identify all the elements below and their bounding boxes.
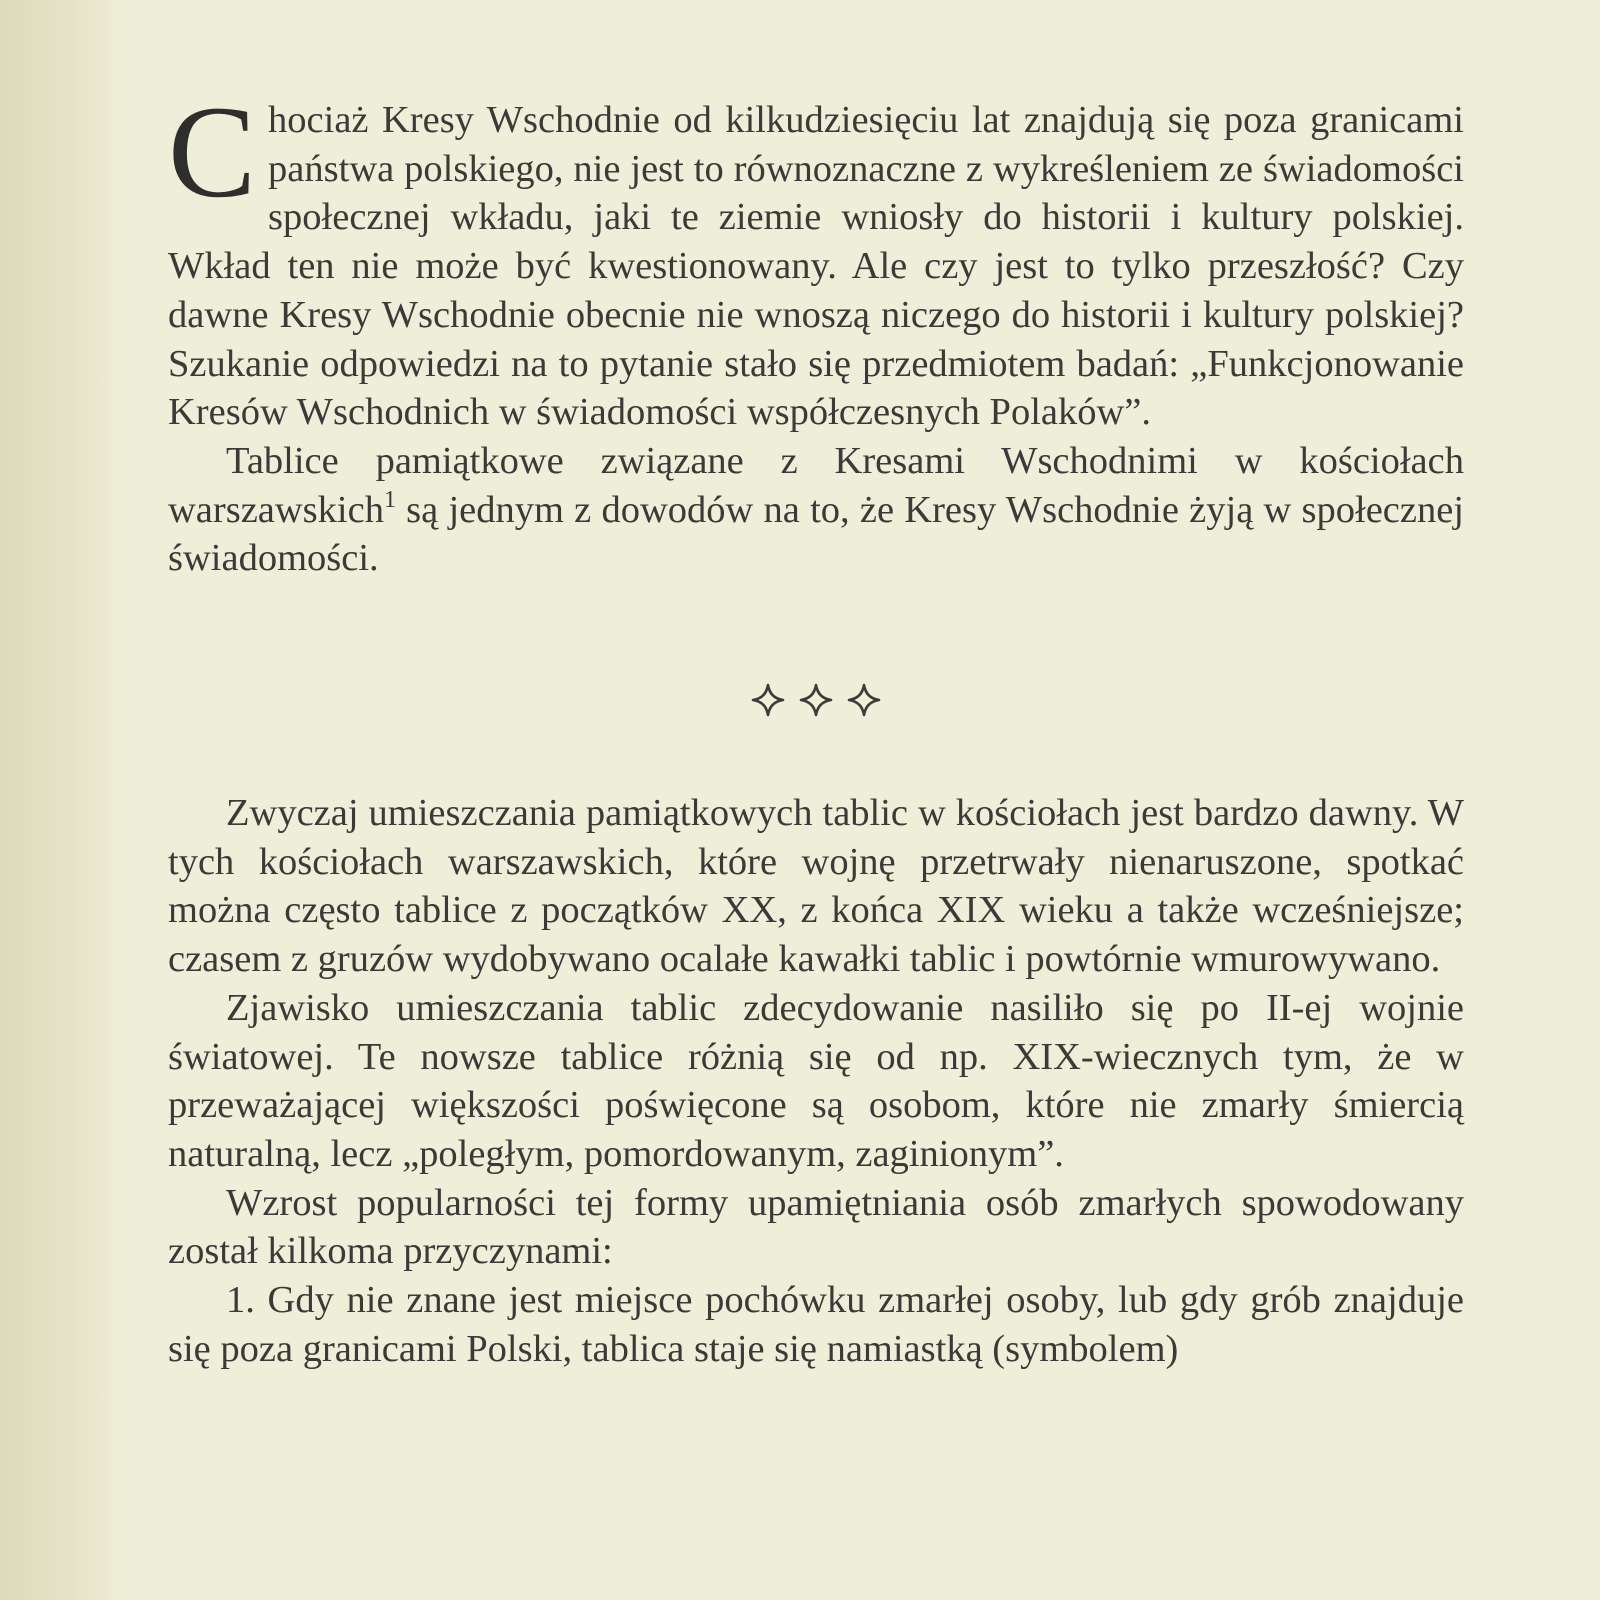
intro-paragraph-1 [168,78,1464,437]
main-paragraph-3: Wzrost popularności tej formy upamiętniania osób zmarłych spowodowany został kilkoma przyczynami: [168,1181,1464,1273]
intro-paragraph-1-text: hociaż Kresy Wschodnie od kilkudziesięciu lat znajdują się poza granicami państwa polskiego, nie jest to równoznaczne z wykreśleniem ze świadomości społecznej wkładu, jaki te ziemie wniosły do historii i kultury polskiej. Wkład ten nie może być kwestionowany. Ale czy jest to tylko przeszłość? Czy dawne Kresy Wschodnie obecnie nie wnoszą niczego do historii i kultury polskiej? Szukanie odpowiedzi na to pytanie stało się przedmiotem badań: „Funkcjonowanie Kresów Wschodnich w świadomości współczesnych Polaków”. [168,99,1464,434]
page-gutter-shadow [0,0,118,1600]
four-point-star-icon [799,683,833,717]
intro-paragraph-2-text-before: Tablice pamiątkowe związane z Kresami Wschodnimi w kościołach warszawskich [168,439,1464,531]
main-list-item-1: 1. Gdy nie znane jest miejsce pochówku zmarłej osoby, lub gdy grób znajduje się poza granicami Polski, tablica staje się namiastką (symbolem) [168,1279,1464,1370]
book-page [168,78,1464,1466]
drop-cap: C [168,78,257,225]
main-paragraph-1: Zwyczaj umieszczania pamiątkowych tablic w kościołach jest bardzo dawny. W tych kościołach warszawskich, które wojnę przetrwały nienaruszone, spotkać można często tablice z początków XX, z końca XIX wieku a także wcześniejsze; czasem z gruzów wydobywano ocalałe kawałki tablic i powtórnie wmurowywano. [168,792,1464,981]
main-section [168,789,1464,1373]
intro-paragraph-2 [168,437,1464,583]
four-point-star-icon [847,683,881,717]
intro-section [168,78,1464,583]
section-divider [168,683,1464,723]
four-point-star-icon [751,683,785,717]
intro-paragraph-2-text-after: są jednym z dowodów na to, że Kresy Wschodnie żyją w społecznej świadomości. [168,488,1464,580]
footnote-marker: 1 [383,486,396,513]
main-paragraph-2: Zjawisko umieszczania tablic zdecydowanie nasiliło się po II-ej wojnie światowej. Te nowsze tablice różnią się od np. XIX-wiecznych tym, że w przeważającej większości poświęcone są osobom, które nie zmarły śmiercią naturalną, lecz „poległym, pomordowanym, zaginionym”. [168,986,1464,1175]
